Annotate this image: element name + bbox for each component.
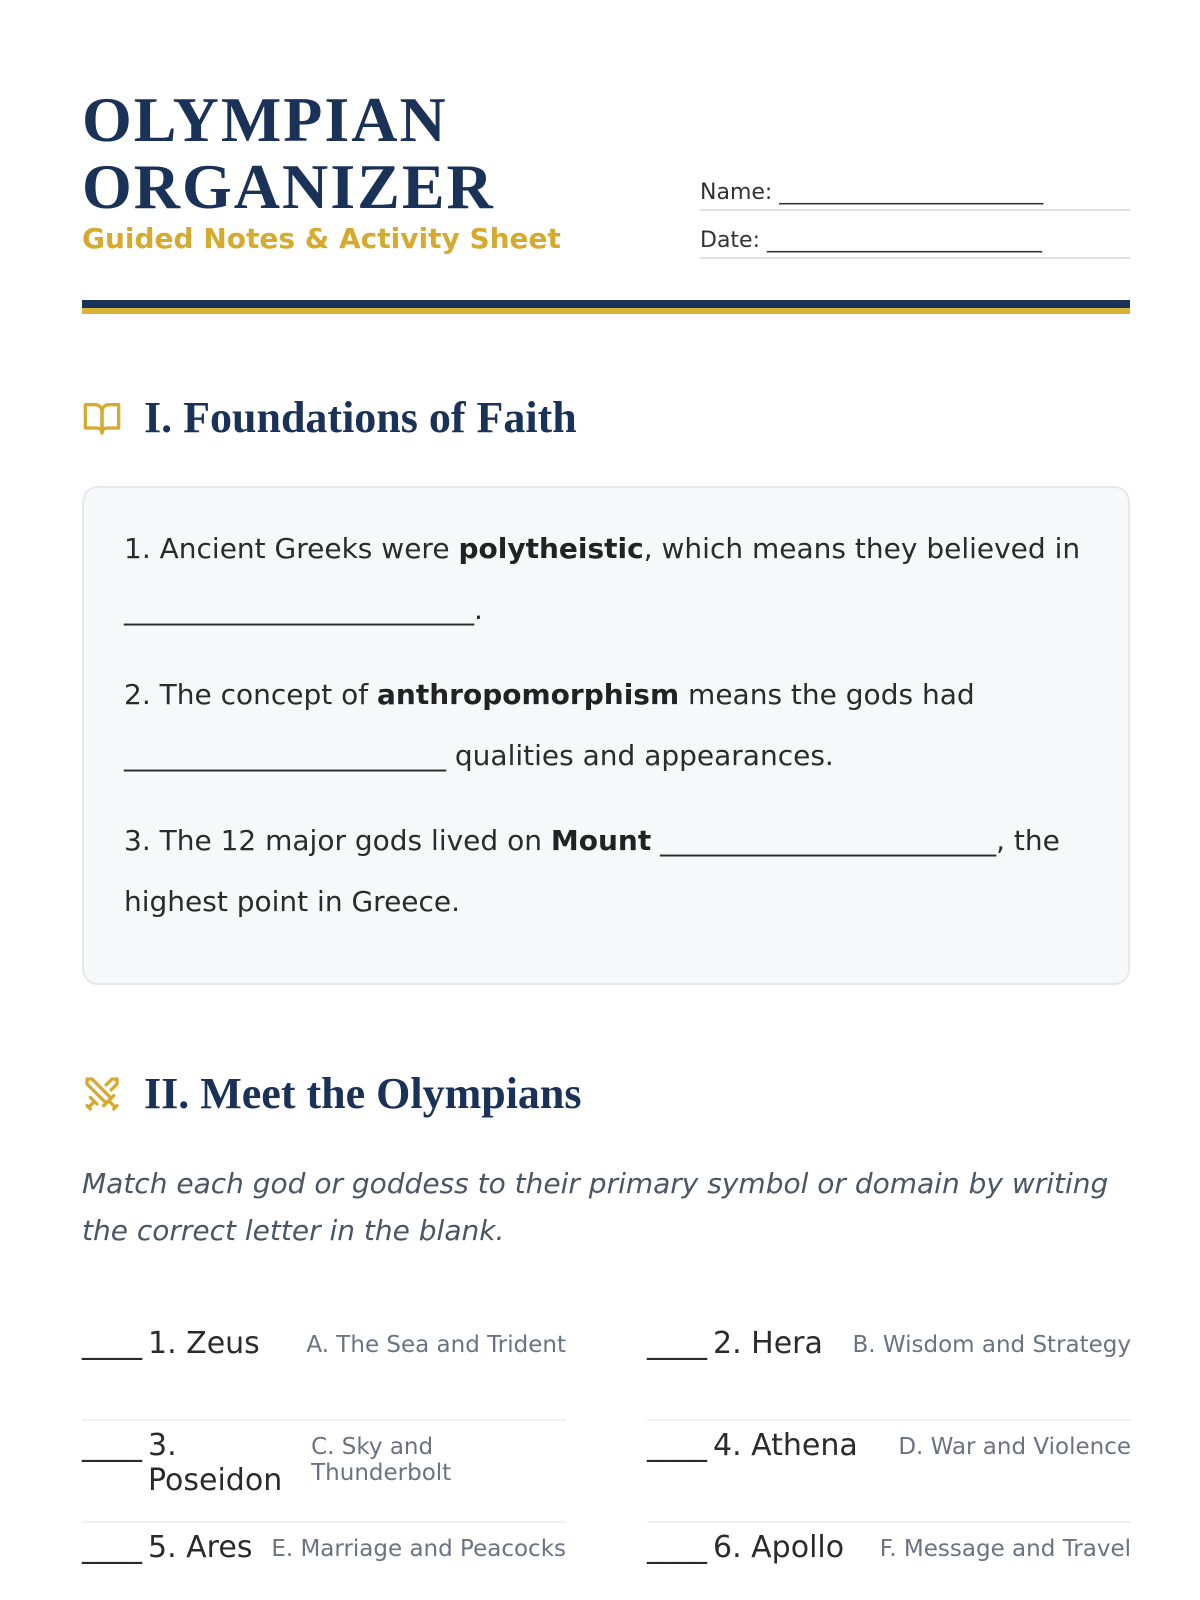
question-1: 1. Ancient Greeks were polytheistic, which means they believed in _________________________.: [124, 532, 1081, 626]
crossed-swords-icon: [82, 1074, 122, 1114]
section-2-header: [82, 1068, 582, 1119]
title-line-2: ORGANIZER: [82, 151, 495, 222]
instructions: Match each god or goddess to their primary symbol or domain by writing the correct letter in the blank.: [82, 1167, 1109, 1247]
god-name: 2. Hera: [713, 1326, 823, 1361]
section-1-heading: I. Foundations of Faith: [144, 393, 577, 442]
domain-option: A. The Sea and Trident: [306, 1332, 566, 1358]
match-row: [647, 1318, 1131, 1421]
question-3: 3. The 12 major gods lived on Mount ________________________, the highest point in Greece.: [124, 824, 1060, 918]
name-field[interactable]: Name: ________________________: [700, 180, 1130, 211]
answer-blank[interactable]: ____: [82, 1326, 142, 1361]
title-line-1: OLYMPIAN: [82, 84, 448, 155]
section-1-header: [82, 392, 577, 443]
match-row: [82, 1522, 566, 1600]
header-divider-navy: [82, 300, 1130, 308]
subtitle: Guided Notes & Activity Sheet: [82, 222, 561, 255]
god-name: 6. Apollo: [713, 1530, 845, 1565]
domain-option: D. War and Violence: [898, 1434, 1131, 1460]
match-row: [647, 1420, 1131, 1523]
domain-option: B. Wisdom and Strategy: [852, 1332, 1131, 1358]
header-divider-gold: [82, 308, 1130, 314]
date-field[interactable]: Date: _________________________: [700, 228, 1130, 259]
answer-blank[interactable]: ____: [82, 1428, 142, 1463]
page-title: [82, 86, 495, 220]
god-name: 4. Athena: [713, 1428, 858, 1463]
answer-blank[interactable]: ____: [647, 1326, 707, 1361]
answer-blank[interactable]: ____: [82, 1530, 142, 1565]
god-name: 5. Ares: [148, 1530, 253, 1565]
notes-box: [82, 486, 1130, 985]
section-2-heading: II. Meet the Olympians: [144, 1069, 582, 1118]
god-name: 1. Zeus: [148, 1326, 260, 1361]
domain-option: C. Sky and Thunderbolt: [311, 1434, 452, 1486]
domain-option: F. Message and Travel: [879, 1536, 1131, 1562]
god-name: 3. Poseidon: [148, 1428, 283, 1498]
match-row: [82, 1318, 566, 1421]
match-row: [82, 1420, 566, 1523]
answer-blank[interactable]: ____: [647, 1428, 707, 1463]
match-row: [647, 1522, 1131, 1600]
question-2: 2. The concept of anthropomorphism means the gods had _______________________ qualities and appearances.: [124, 678, 975, 772]
answer-blank[interactable]: ____: [647, 1530, 707, 1565]
open-book-icon: [82, 398, 122, 438]
domain-option: E. Marriage and Peacocks: [271, 1536, 566, 1562]
